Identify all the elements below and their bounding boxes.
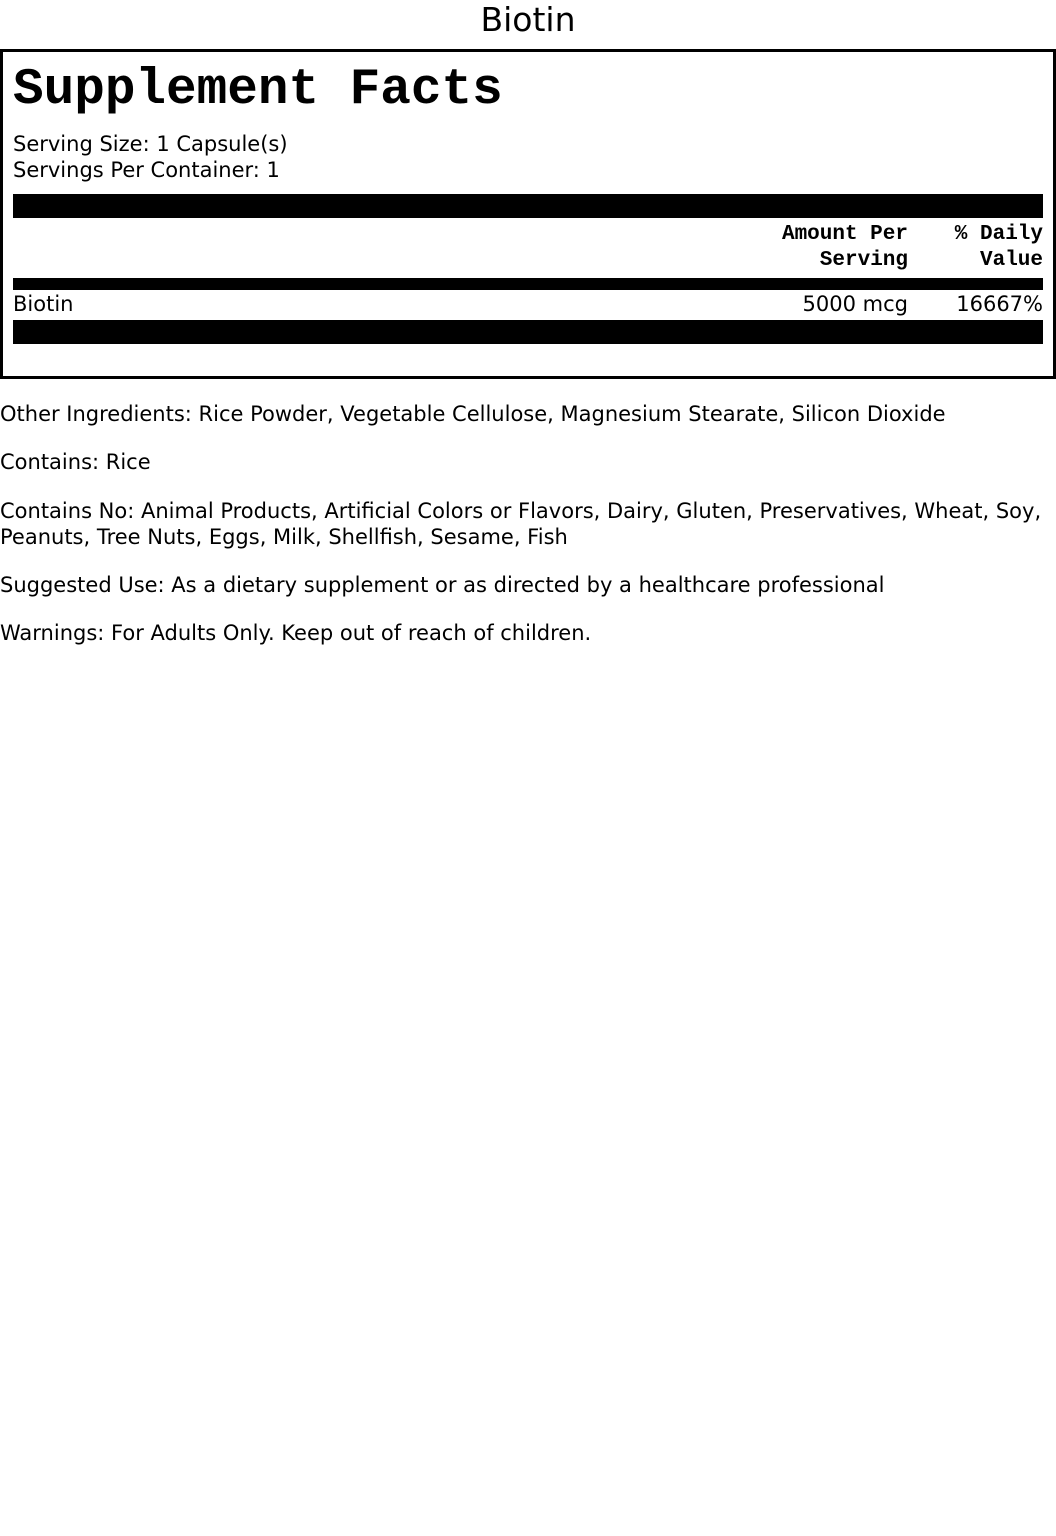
nutrient-daily-value: 16667%: [956, 292, 1043, 316]
other-ingredients: Other Ingredients: Rice Powder, Vegetable Cellulose, Magnesium Stearate, Silicon Dioxide: [0, 402, 946, 426]
column-header-daily-value: % Daily Value: [954, 223, 1043, 272]
column-header-amount: Amount Per Serving: [781, 223, 908, 272]
thick-divider-top: [13, 194, 1043, 218]
suggested-use: Suggested Use: As a dietary supplement or as directed by a healthcare professional: [0, 573, 885, 597]
divider-middle: [13, 278, 1043, 290]
supplement-facts-panel: [0, 49, 1056, 379]
warnings: Warnings: For Adults Only. Keep out of reach of children.: [0, 621, 592, 645]
serving-size: Serving Size: 1 Capsule(s): [13, 132, 288, 156]
nutrient-amount: 5000 mcg: [802, 292, 908, 316]
panel-heading: Supplement Facts: [13, 62, 503, 119]
thick-divider-bottom: [13, 320, 1043, 344]
servings-per-container: Servings Per Container: 1: [13, 158, 280, 182]
contains-allergens: Contains: Rice: [0, 450, 151, 474]
contains-no: Contains No: Animal Products, Artificial Colors or Flavors, Dairy, Gluten, Preservatives, Wheat, Soy, Peanuts, Tree Nuts, Eggs, Milk, Shellfish, Sesame, Fish: [0, 499, 1042, 549]
page-title: Biotin: [480, 0, 576, 39]
nutrient-name: Biotin: [13, 292, 74, 316]
